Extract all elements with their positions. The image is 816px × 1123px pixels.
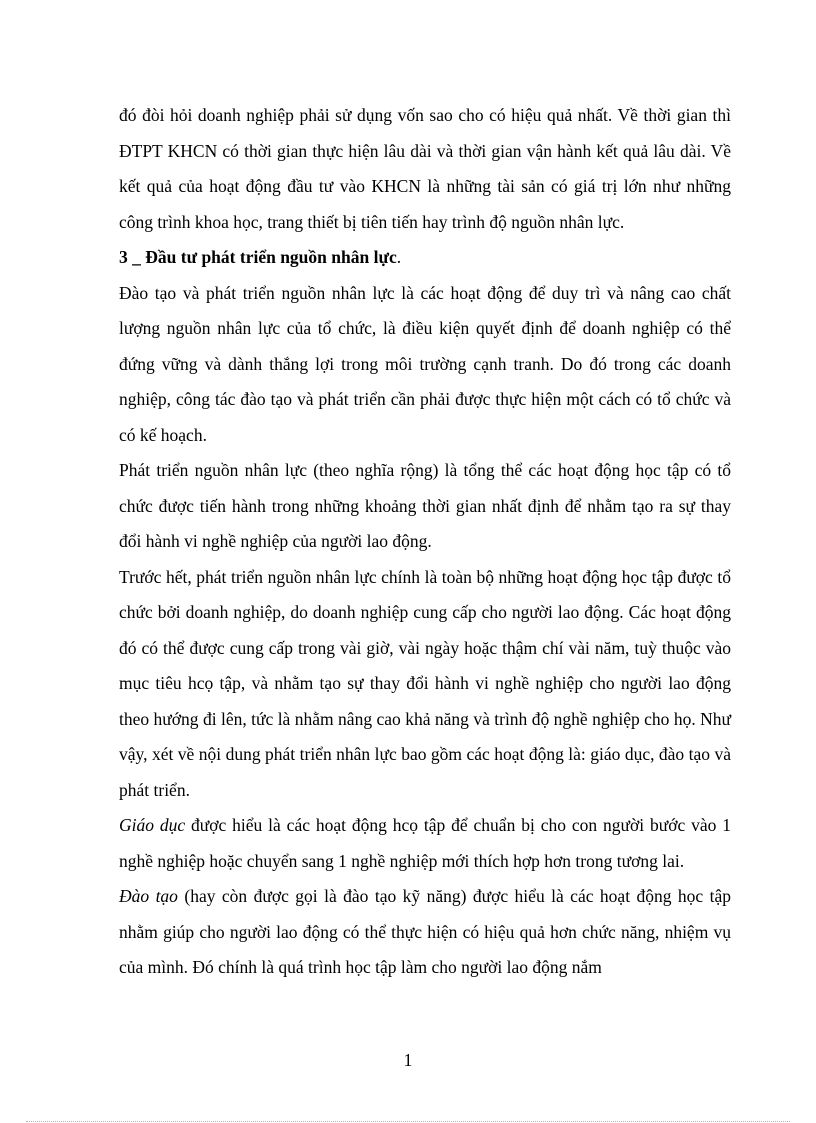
paragraph-learning-activities: Trước hết, phát triển nguồn nhân lực chính là toàn bộ những hoạt động học tập được tổ chức bởi doanh nghiệp, do doanh nghiệp cung cấp cho người lao động. Các hoạt động đó có thể được cung cấp trong vài giờ, vài ngày hoặc thậm chí vài năm, tuỳ thuộc vào mục tiêu hcọ tập, và nhằm tạo sự thay đổi hành vi nghề nghiệp cho người lao động theo hướng đi lên, tức là nhằm nâng cao khả năng và trình độ nghề nghiệp cho họ. Như vậy, xét về nội dung phát triển nhân lực bao gồm các hoạt động là: giáo dục, đào tạo và phát triển.: [119, 566, 731, 800]
education-definition: được hiểu là các hoạt động hcọ tập để chuẩn bị cho con người bước vào 1 nghề nghiệp hoặc chuyển sang 1 nghề nghiệp mới thích hợp hơn trong tương lai.: [119, 815, 731, 871]
section-heading: [119, 240, 731, 276]
paragraph-khcn-investment: đó đòi hỏi doanh nghiệp phải sử dụng vốn sao cho có hiệu quả nhất. Về thời gian thì ĐTPT KHCN có thời gian thực hiện lâu dài và thời gian vận hành kết quả lâu dài. Về kết quả của hoạt động đầu tư vào KHCN là những tài sản có giá trị lớn như những công trình khoa học, trang thiết bị tiên tiến hay trình độ nguồn nhân lực.: [119, 105, 731, 232]
training-definition: (hay còn được gọi là đào tạo kỹ năng) được hiểu là các hoạt động học tập nhằm giúp cho người lao động có thể thực hiện có hiệu quả hơn chức năng, nhiệm vụ của mình. Đó chính là quá trình học tập làm cho người lao động nắm: [119, 886, 731, 977]
section-heading-text: 3 _ Đầu tư phát triển nguồn nhân lực: [119, 247, 397, 267]
paragraph-training-development: Đào tạo và phát triển nguồn nhân lực là các hoạt động để duy trì và nâng cao chất lượng nguồn nhân lực của tổ chức, là điều kiện quyết định để doanh nghiệp có thể đứng vững và dành thắng lợi trong môi trường cạnh tranh. Do đó trong các doanh nghiệp, công tác đào tạo và phát triển cần phải được thực hiện một cách có tổ chức và có kế hoạch.: [119, 282, 731, 445]
page-number: 1: [403, 1050, 413, 1070]
page-content: [119, 98, 731, 986]
term-training: Đào tạo: [119, 886, 178, 906]
section-heading-period: .: [396, 247, 402, 267]
page-bottom-border: [26, 1121, 790, 1122]
paragraph-training: [119, 879, 731, 986]
paragraph-hr-development-definition: Phát triển nguồn nhân lực (theo nghĩa rộng) là tổng thể các hoạt động học tập có tổ chức được tiến hành trong những khoảng thời gian nhất định để nhằm tạo ra sự thay đổi hành vi nghề nghiệp của người lao động.: [119, 460, 731, 551]
term-education: Giáo dục: [119, 815, 186, 835]
paragraph-education: [119, 808, 731, 879]
